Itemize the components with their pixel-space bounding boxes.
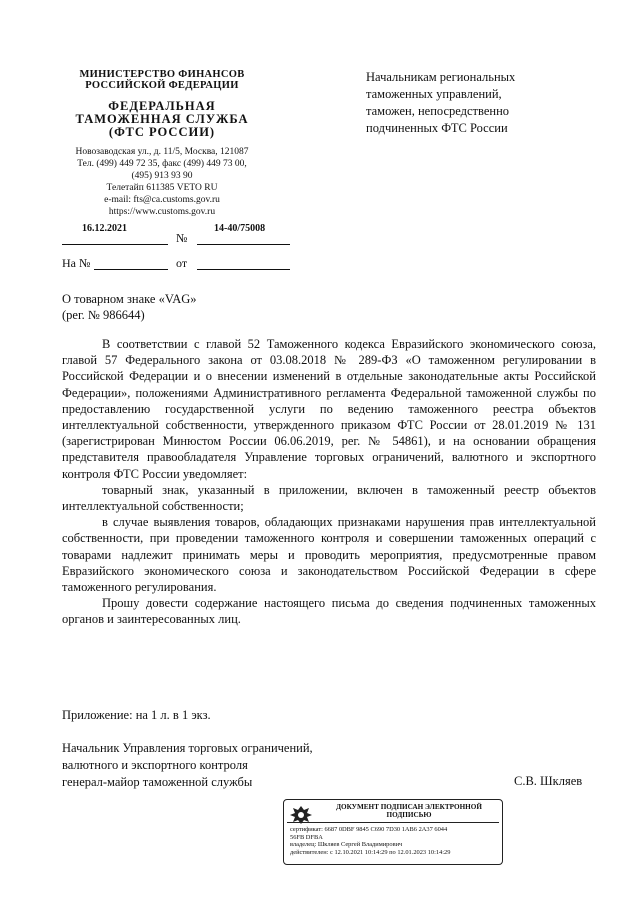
paragraph-4: Прошу довести содержание настоящего письма до сведения подчиненных таможенных органов и заинтересованных лиц. <box>62 596 596 627</box>
stamp-certificate-1: сертификат: 6687 0DBF 9845 C690 7D30 1AB6 2A37 6044 <box>290 826 448 833</box>
stamp-title-line-1: ДОКУМЕНТ ПОДПИСАН ЭЛЕКТРОННОЙ <box>336 803 482 811</box>
reference-label: На № <box>62 256 91 270</box>
addressee-line-2: таможенных управлений, <box>366 87 502 101</box>
subject <box>62 291 197 323</box>
stamp-certificate-2: 56FB DFBA <box>290 833 323 841</box>
number-label: № <box>176 231 188 245</box>
phones: Тел. (499) 449 72 35, факс (499) 449 73 00, <box>77 159 247 169</box>
addressee-line-1: Начальникам региональных <box>366 70 516 84</box>
addressee-line-3: таможен, непосредственно <box>366 104 510 118</box>
reference-underline <box>94 269 168 270</box>
website: https://www.customs.gov.ru <box>108 207 216 217</box>
stamp-owner: владелец: Шкляев Сергей Владимирович <box>290 841 403 848</box>
electronic-signature-stamp <box>283 799 503 865</box>
addressee <box>366 69 606 137</box>
paragraph-3: в случае выявления товаров, обладающих признаками нарушения прав интеллектуальной собственности, при проведении таможенного контроля и совершении таможенных операций с товарами надлежит принимать меры и проводить мероприятия, предусмотренные правом Евразийского экономического союза и законодательством Российской Федерации в сфере таможенного регулирования. <box>62 515 596 595</box>
stamp-title <box>318 803 500 819</box>
letter-body <box>62 336 596 628</box>
phones-2: (495) 913 93 90 <box>131 171 193 181</box>
stamp-divider <box>287 822 499 823</box>
reference-from-label: от <box>176 256 188 270</box>
stamp-title-line-2: ПОДПИСЬЮ <box>386 811 432 819</box>
number-underline <box>197 244 290 245</box>
teletype: Телетайп 611385 VETO RU <box>106 183 218 193</box>
email: e-mail: fts@ca.customs.gov.ru <box>104 195 220 205</box>
position-line-3: генерал-майор таможенной службы <box>62 775 253 789</box>
paragraph-1: В соответствии с главой 52 Таможенного кодекса Евразийского экономического союза, главой 57 Федерального закона от 03.08.2018 № 289-ФЗ «О таможенном регулировании в Российской Федерации и о внесении изменений в отдельные законодательные акты Российской Федерации», положениями Административного регламента Федеральной таможенной службы по предоставлению государственной услуги по ведению таможенного реестра объектов интеллектуальной собственности, утвержденного приказом ФТС России от 28.01.2019 № 131 (зарегистрирован Минюстом России 06.06.2019, рег. № 54861), и на основании обращения представителя правообладателя Управление торговых ограничений, валютного и экспортного контроля ФТС России уведомляет: <box>62 337 596 481</box>
ministry-line-1: МИНИСТЕРСТВО ФИНАНСОВ <box>79 69 245 80</box>
addressee-line-4: подчиненных ФТС России <box>366 121 508 135</box>
date-underline <box>62 244 168 245</box>
ministry-line-2: РОССИЙСКОЙ ФЕДЕРАЦИИ <box>85 80 239 91</box>
reference-date-underline <box>197 269 290 270</box>
signatory-name: С.В. Шкляев <box>514 774 583 788</box>
stamp-validity: действителен: с 12.10.2021 10:14:29 по 12.01.2023 10:14:29 <box>290 848 451 856</box>
signatory-position <box>62 740 313 791</box>
subject-line-1: О товарном знаке «VAG» <box>62 292 197 306</box>
service-line-1: ФЕДЕРАЛЬНАЯ <box>108 99 216 113</box>
address: Новозаводская ул., д. 11/5, Москва, 121087 <box>75 147 249 157</box>
registration-date: 16.12.2021 <box>82 223 127 234</box>
service-line-3: (ФТС РОССИИ) <box>108 125 216 139</box>
registration-number: 14-40/75008 <box>214 223 266 234</box>
position-line-2: валютного и экспортного контроля <box>62 758 248 772</box>
paragraph-2: товарный знак, указанный в приложении, включен в таможенный реестр объектов интеллектуальной собственности; <box>62 482 596 514</box>
subject-line-2: (рег. № 986644) <box>62 308 145 322</box>
attachment-note: Приложение: на 1 л. в 1 экз. <box>62 708 211 722</box>
position-line-1: Начальник Управления торговых ограничений, <box>62 741 313 755</box>
service-line-2: ТАМОЖЕННАЯ СЛУЖБА <box>75 112 249 126</box>
